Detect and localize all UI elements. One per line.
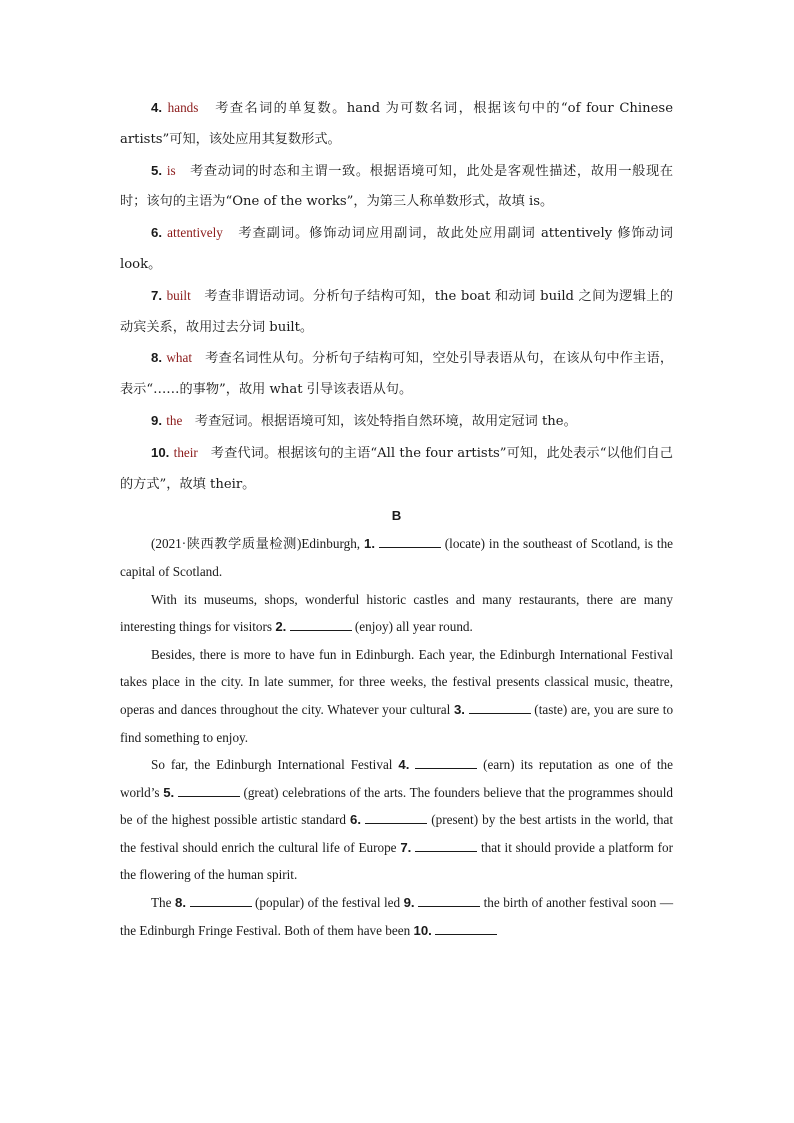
passage-text: (great) celebrations of the arts. The founders believe that the programmes should be of the highest possible artistic standard: [120, 784, 674, 828]
section-heading: B: [391, 508, 402, 524]
answer-number: 6.: [151, 225, 162, 241]
blank-3: [469, 701, 531, 714]
passage-paragraph-3: [120, 641, 673, 751]
answer-word: hands: [167, 100, 199, 115]
blank-number: 10.: [413, 922, 432, 938]
answer-8: [120, 343, 673, 406]
document-page: [120, 93, 673, 944]
answer-5: [120, 156, 673, 219]
answer-4: [120, 93, 673, 156]
answer-word: is: [166, 162, 176, 178]
passage-text: (locate) in the southeast of Scotland, is the capital of Scotland.: [120, 536, 674, 579]
passage-text: (2021·陕西教学质量检测)Edinburgh,: [151, 536, 361, 552]
blank-1: [379, 535, 441, 548]
passage-text: (earn) its reputation as one of the world’s: [120, 757, 673, 800]
passage-text: So far, the Edinburgh International Festival: [151, 757, 393, 773]
answer-6: [120, 218, 673, 281]
blank-5: [178, 784, 240, 797]
passage-paragraph-2: [120, 586, 673, 641]
answer-10: [120, 438, 673, 501]
blank-8: [190, 894, 252, 907]
passage-paragraph-1: [120, 530, 673, 585]
answer-number: 4.: [151, 100, 162, 115]
answer-number: 5.: [151, 162, 162, 178]
answer-explanation: 考查名词的单复数。hand 为可数名词，根据该句中的“of four Chinese artists”可知，该处应用其复数形式。: [120, 101, 674, 147]
answer-explanation: 考查动词的时态和主谓一致。根据语境可知，此处是客观性描述，故用一般现在时；该句的主语为“One of the works”，为第三人称单数形式，故填 is。: [120, 163, 674, 210]
answer-explanation: 考查冠词。根据语境可知，该处特指自然环境，故用定冠词 the。: [194, 413, 577, 429]
blank-number: 2.: [275, 619, 287, 635]
answer-word: the: [166, 412, 183, 428]
blank-number: 5.: [163, 784, 175, 800]
answer-explanation: 考查名词性从句。分析句子结构可知，空处引导表语从句，在该从句中作主语，表示“……的事物”，故用 what 引导该表语从句。: [120, 351, 674, 398]
answer-number: 9.: [151, 412, 162, 428]
passage-text: (taste) are, you are sure to find something to enjoy.: [120, 701, 674, 745]
passage-text: The: [151, 895, 172, 911]
answer-explanation: 考查代词。根据该句的主语“All the four artists”可知，此处表示“以他们自己的方式”，故填 their。: [120, 445, 673, 492]
answer-word: built: [166, 287, 191, 303]
blank-number: 7.: [400, 839, 412, 855]
answer-number: 10.: [151, 444, 170, 460]
blank-number: 6.: [350, 812, 362, 828]
answer-explanation: 考查非谓语动词。分析句子结构可知，the boat 和动词 build 之间为逻辑上的动宾关系，故用过去分词 built。: [120, 288, 674, 335]
passage-text: (present) by the best artists in the world, that the festival should enrich the cultural life of Europe: [120, 812, 674, 855]
blank-number: 9.: [403, 895, 415, 911]
blank-number: 1.: [363, 536, 375, 552]
passage-text: (popular) of the festival led: [255, 895, 401, 911]
blank-number: 3.: [453, 701, 465, 717]
blank-number: 4.: [398, 757, 410, 773]
passage-paragraph-5: [120, 889, 673, 944]
passage-text: (enjoy) all year round.: [354, 619, 473, 635]
answer-explanation: 考查副词。修饰动词应用副词，故此处应用副词 attentively 修饰动词 look。: [120, 226, 673, 272]
answer-word: their: [173, 444, 198, 460]
passage-paragraph-4: [120, 751, 673, 889]
blank-2: [290, 618, 352, 631]
blank-4: [415, 756, 477, 769]
answer-number: 8.: [151, 350, 162, 366]
blank-7: [415, 839, 477, 852]
answer-word: attentively: [167, 225, 223, 241]
passage-text: that it should provide a platform for the flowering of the human spirit.: [120, 839, 674, 883]
passage-text: With its museums, shops, wonderful historic castles and many restaurants, there are many interesting things for visitors: [120, 591, 673, 635]
blank-9: [418, 894, 480, 907]
blank-10: [435, 922, 497, 935]
blank-6: [365, 811, 427, 824]
answer-number: 7.: [151, 287, 162, 303]
answer-9: [120, 406, 673, 438]
passage-text: Besides, there is more to have fun in Edinburgh. Each year, the Edinburgh International Festival takes place in the city. In late summer, for three weeks, the festival presents classical music, theatre, operas and dances throughout the city. Whatever your cultural: [120, 646, 673, 717]
blank-number: 8.: [175, 895, 187, 911]
answer-word: what: [166, 350, 193, 366]
passage-text: the birth of another festival soon — the Edinburgh Fringe Festival. Both of them have been: [120, 895, 674, 938]
answer-7: [120, 281, 673, 344]
